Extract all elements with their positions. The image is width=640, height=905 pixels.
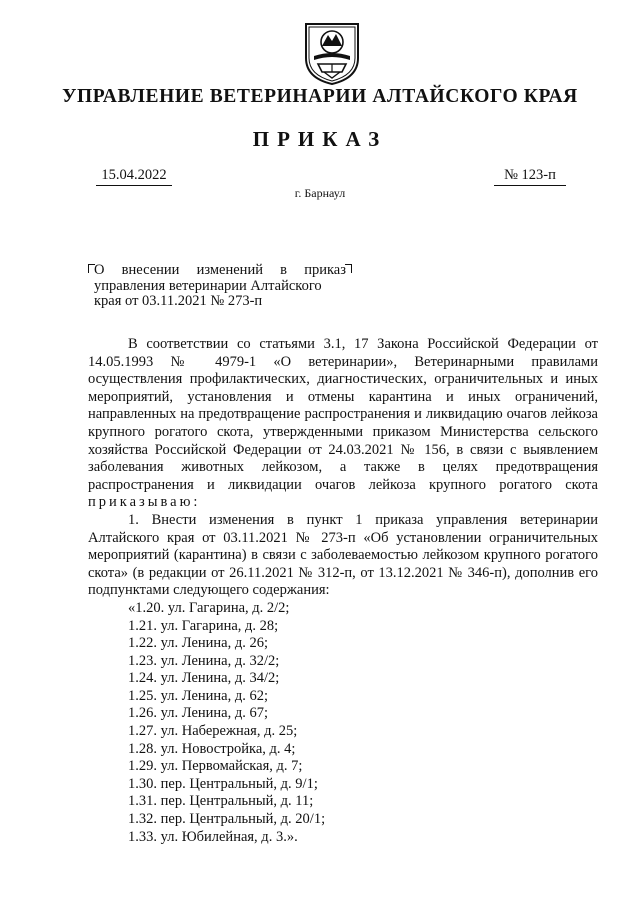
order-subject	[94, 263, 346, 310]
subject-line-1: О внесении изменений в приказ	[94, 262, 346, 278]
list-item: 1.29. ул. Первомайская, д. 7;	[128, 758, 303, 775]
preamble-paragraph: В соответствии со статьями 3.1, 17 Закона Российской Федерации от 14.05.1993 № 4979-1 «О ветеринарии», Ветеринарными правилами осуществления профилактических, диагностических, ограничительных и иных мероприятий, установления и отмены карантина и иных ограничений, направленных на предотвращение распространения и ликвидацию очагов лейкоза крупного рогатого скота, утвержденными приказом Министерства сельского хозяйства Российской Федерации от 24.03.2021 № 156, в связи с выявлением заболевания животных лейкозом, а также в целях предотвращения распространения и ликвидации очагов лейкоза крупного рогатого скота приказываю:	[88, 336, 598, 511]
list-item: 1.28. ул. Новостройка, д. 4;	[128, 740, 296, 757]
order-word: приказываю:	[88, 494, 201, 511]
organization-title: УПРАВЛЕНИЕ ВЕТЕРИНАРИИ АЛТАЙСКОГО КРАЯ	[62, 86, 578, 107]
point-1-paragraph: 1. Внести изменения в пункт 1 приказа управления ветеринарии Алтайского края от 03.11.2021 № 273-п «Об установлении ограничительных мероприятий (карантина) в связи с заболеваемостью лейкозом крупного рогатого скота» (в редакции от 26.11.2021 № 312-п, от 13.12.2021 № 346-п), дополнив его подпунктами следующего содержания:	[88, 511, 598, 599]
bracket-right-mark	[345, 264, 352, 273]
order-number: № 123-п	[494, 167, 566, 186]
list-item: «1.20. ул. Гагарина, д. 2/2;	[128, 599, 290, 616]
bracket-left-mark	[88, 264, 95, 273]
subject-line-2: управления ветеринарии Алтайского	[94, 277, 322, 294]
list-item: 1.27. ул. Набережная, д. 25;	[128, 723, 298, 740]
coat-of-arms-icon	[302, 20, 362, 86]
subject-line-3: края от 03.11.2021 № 273-п	[94, 293, 263, 309]
document-type-title: ПРИКАЗ	[252, 127, 388, 151]
list-item: 1.26. ул. Ленина, д. 67;	[128, 705, 269, 722]
list-item: 1.32. пер. Центральный, д. 20/1;	[128, 811, 326, 828]
list-item: 1.30. пер. Центральный, д. 9/1;	[128, 775, 318, 792]
subitem-list	[88, 600, 598, 846]
list-item: 1.25. ул. Ленина, д. 62;	[128, 687, 269, 704]
list-item: 1.21. ул. Гагарина, д. 28;	[128, 617, 279, 634]
city-name: г. Барнаул	[294, 186, 346, 200]
list-item: 1.31. пер. Центральный, д. 11;	[128, 793, 314, 810]
order-body	[88, 336, 598, 846]
list-item: 1.22. ул. Ленина, д. 26;	[128, 635, 269, 652]
list-item: 1.24. ул. Ленина, д. 34/2;	[128, 670, 280, 687]
order-date: 15.04.2022	[96, 167, 172, 186]
list-item: 1.23. ул. Ленина, д. 32/2;	[128, 652, 280, 669]
list-item: 1.33. ул. Юбилейная, д. 3.».	[128, 828, 298, 845]
